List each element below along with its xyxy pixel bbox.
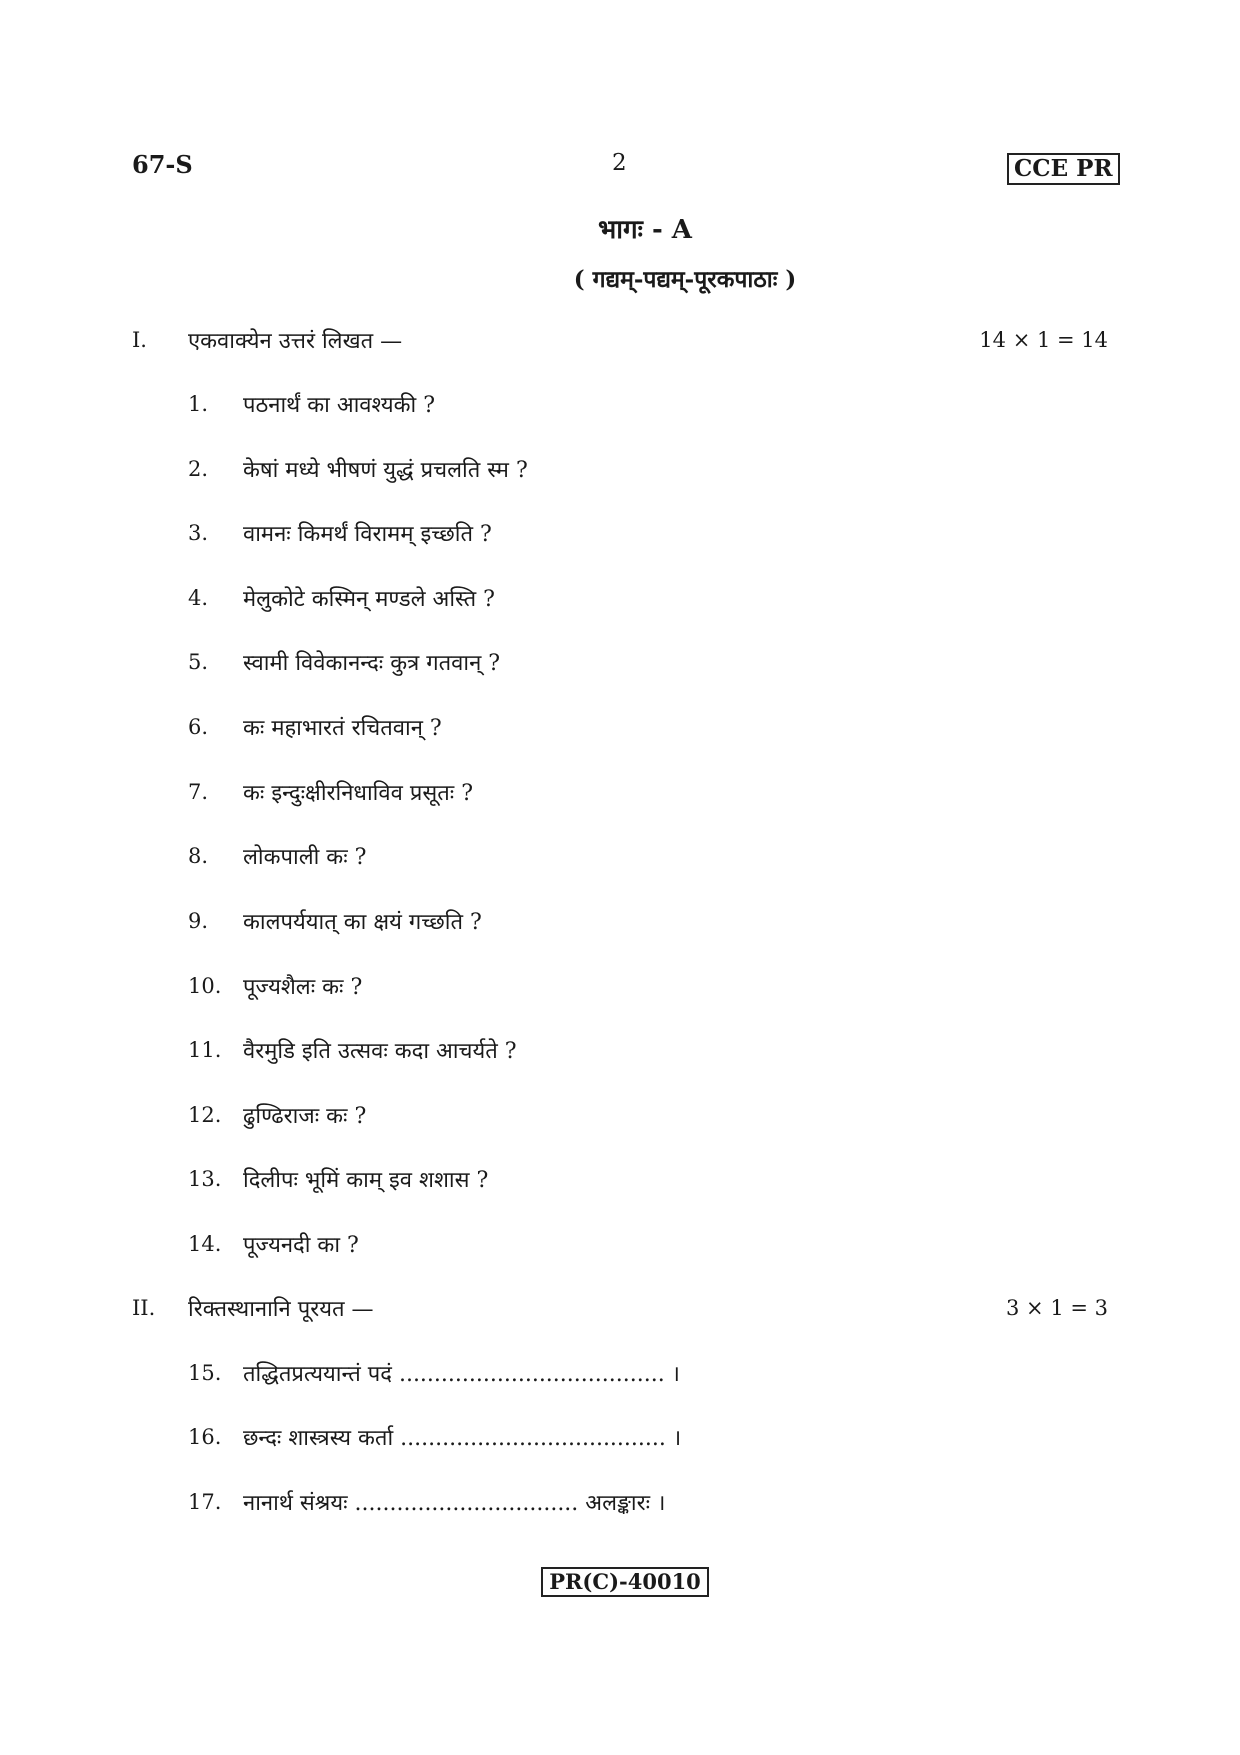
question-number: 1. — [188, 392, 209, 416]
question-text: पूज्यनदी का ? — [243, 1233, 359, 1258]
question-text: नानार्थ संश्रयः ................................ अलङ्कारः । — [243, 1491, 666, 1516]
section-instruction: एकवाक्येन उत्तरं लिखत — — [188, 329, 403, 354]
question-text: पूज्यशैलः कः ? — [243, 975, 363, 1000]
question-text: मेलुकोटे कस्मिन् मण्डले अस्ति ? — [243, 587, 495, 612]
footer-code-box: PR(C)-40010 — [541, 1567, 709, 1597]
section-number: II. — [132, 1296, 156, 1320]
question-text: वामनः किमर्थं विरामम् इच्छति ? — [243, 522, 492, 547]
question-text: कः महाभारतं रचितवान् ? — [243, 716, 442, 741]
question-text: कः इन्दुःक्षीरनिधाविव प्रसूतः ? — [243, 781, 473, 806]
section-number: I. — [132, 328, 147, 352]
part-subtitle — [0, 262, 1240, 294]
section-instruction: रिक्तस्थानानि पूरयत — — [188, 1297, 374, 1322]
question-number: 12. — [188, 1103, 222, 1127]
question-number: 17. — [188, 1490, 222, 1514]
question-text: दिलीपः भूमिं काम् इव शशास ? — [243, 1168, 489, 1193]
question-text: वैरमुडि इति उत्सवः कदा आचर्यते ? — [243, 1039, 517, 1064]
question-number: 15. — [188, 1361, 222, 1385]
question-text: कालपर्ययात् का क्षयं गच्छति ? — [243, 910, 482, 935]
question-number: 5. — [188, 650, 209, 674]
question-number: 3. — [188, 521, 209, 545]
part-title — [0, 210, 1240, 246]
question-text: स्वामी विवेकानन्दः कुत्र गतवान् ? — [243, 651, 501, 676]
question-text: छन्दः शास्त्रस्य कर्ता ...................................... । — [243, 1426, 682, 1451]
question-number: 16. — [188, 1425, 222, 1449]
part-subtitle-text: ( गद्यम्-पद्यम्-पूरकपाठाः ) — [573, 266, 797, 293]
question-number: 6. — [188, 715, 209, 739]
question-number: 13. — [188, 1167, 222, 1191]
question-number: 4. — [188, 586, 209, 610]
question-text: पठनार्थं का आवश्यकी ? — [243, 393, 436, 418]
question-text: ढुण्ढिराजः कः ? — [243, 1104, 367, 1129]
question-text: तद्धितप्रत्ययान्तं पदं ...................................... । — [243, 1362, 681, 1387]
section-marks: 3 × 1 = 3 — [1006, 1296, 1108, 1320]
exam-code-box: CCE PR — [1007, 153, 1120, 185]
question-text: केषां मध्ये भीषणं युद्धं प्रचलति स्म ? — [243, 458, 528, 483]
footer — [0, 1567, 1240, 1597]
page-number: 2 — [612, 150, 627, 176]
question-number: 10. — [188, 974, 222, 998]
question-text: लोकपाली कः ? — [243, 845, 367, 870]
question-number: 2. — [188, 457, 209, 481]
section-marks: 14 × 1 = 14 — [979, 328, 1108, 352]
part-title-text: भागः - A — [598, 215, 692, 245]
question-number: 8. — [188, 844, 209, 868]
paper-code: 67-S — [132, 150, 193, 179]
question-number: 11. — [188, 1038, 222, 1062]
question-number: 14. — [188, 1232, 222, 1256]
question-number: 7. — [188, 780, 209, 804]
question-number: 9. — [188, 909, 209, 933]
